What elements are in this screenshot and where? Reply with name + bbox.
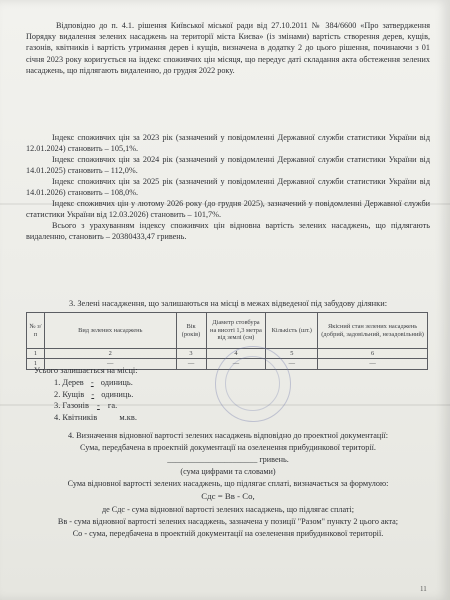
table-cell: — <box>206 359 266 369</box>
paragraph-cpi-2023: Індекс споживчих цін за 2023 рік (зазначений у повідомленні Державної служби статистики України від 12.01.2024) становить – 105,1%. <box>26 133 430 154</box>
table-cell: 4 <box>206 349 266 359</box>
table-cell: 5 <box>266 349 318 359</box>
item-label: 3. Газонів <box>54 401 89 411</box>
table-cell: 2 <box>44 349 176 359</box>
list-item <box>54 412 138 423</box>
column-header: Вік (років) <box>176 313 206 349</box>
table-cell: 1 <box>27 359 45 369</box>
column-header: № з/п <box>27 313 45 349</box>
remaining-list <box>34 365 138 423</box>
paragraph-cpi-2024: Індекс споживчих цін за 2024 рік (зазначений у повідомленні Державної служби статистики України від 14.01.2025) становить – 112,0%. <box>26 155 430 176</box>
item-unit: одиниць. <box>100 378 133 388</box>
item-label: 2. Кущів <box>54 389 85 399</box>
formula-def-vv: Вв - сума відновної вартості зелених насаджень, зазначена у позиції "Разом" пункту 2 цього акта; <box>57 517 399 526</box>
column-header: Кількість (шт.) <box>266 313 318 349</box>
column-header: Діаметр стовбура на висоті 1,3 метра від землі (см) <box>206 313 266 349</box>
section4-caption: (сума цифрами та словами) <box>180 467 276 476</box>
table-cell: — <box>318 359 428 369</box>
item-label: 4. Квітників <box>54 412 98 422</box>
table-cell: 6 <box>318 349 428 359</box>
item-unit: одиниць. <box>101 389 134 399</box>
table-cell: — <box>44 359 176 369</box>
paragraph-cpi-2026: Індекс споживчих цін у лютому 2026 року (до грудня 2025), зазначений у повідомленні Державної служби статистики України від 12.03.2026) становить – 101,7%. <box>26 199 430 220</box>
page-number: 11 <box>420 585 427 593</box>
item-unit: га. <box>107 401 118 411</box>
list-item <box>54 377 138 388</box>
paragraph-total-value: Всього з урахуванням індексу споживчих цін відновна вартість зелених насаджень, що підлягають видаленню, становить – 20380433,47 гривень. <box>26 221 430 242</box>
item-value: - <box>90 378 94 388</box>
formula-def-so: Со - сума, передбачена в проектній документації на озеленення прибудинкової території. <box>72 529 384 538</box>
section4-sum-line: Сума, передбачена в проектній документації на озеленення прибудинкової території. <box>80 443 376 452</box>
item-value: - <box>97 401 100 411</box>
column-header: Вид зелених насаджень <box>44 313 176 349</box>
formula-intro: Сума відновної вартості зелених насаджень, що підлягає сплаті, визначається за формулою: <box>67 479 389 488</box>
remaining-title: Усього залишається на місці: <box>34 366 138 375</box>
table-cell: 1 <box>27 349 45 359</box>
formula-def-sds: де Сдс - сума відновної вартості зелених насаджень, що підлягає сплаті; <box>101 505 355 514</box>
formula: Сдс = Вв - Со, <box>201 491 255 501</box>
seal-stamp <box>215 346 291 422</box>
list-item <box>54 389 138 400</box>
list-item <box>54 400 138 411</box>
table-header-row <box>27 313 428 349</box>
table-cell: — <box>176 359 206 369</box>
section3-heading: 3. Зелені насадження, що залишаються на місці в межах відведеної під забудову ділянки: <box>68 299 388 308</box>
paragraph-cpi-2025: Індекс споживчих цін за 2025 рік (зазначений у повідомленні Державної служби статистики України від 14.01.2026) становить – 108,0%. <box>26 177 430 198</box>
table-cell: 3 <box>176 349 206 359</box>
item-value: - <box>91 389 95 399</box>
table-cell: — <box>266 359 318 369</box>
section4-blank-line: ______________________ гривень. <box>167 455 289 464</box>
item-unit: м.кв. <box>119 412 137 422</box>
column-header: Якісний стан зелених насаджень (добрий, задовільний, незадовільний) <box>318 313 428 349</box>
item-label: 1. Дерев <box>54 378 84 388</box>
section4-heading: 4. Визначення відновної вартості зелених насаджень відповідно до проектної документації: <box>67 431 389 440</box>
paragraph-regulation: Відповідно до п. 4.1. рішення Київської міської ради від 27.10.2011 № 384/6600 «Про затвердження Порядку видалення зелених насаджень на території міста Києва» (із змінами) вартість створення дерев, кущів, газонів, квітників і вартість утримання дерев і кущів, визначена в додатку 2 до цього рішення, починаючи з 01 січня 2023 року коригується на індекс споживчих цін місяця, що передує даті складання акта обстеження зелених насаджень, що підлягають видаленню, до грудня 2022 року. <box>26 21 430 75</box>
